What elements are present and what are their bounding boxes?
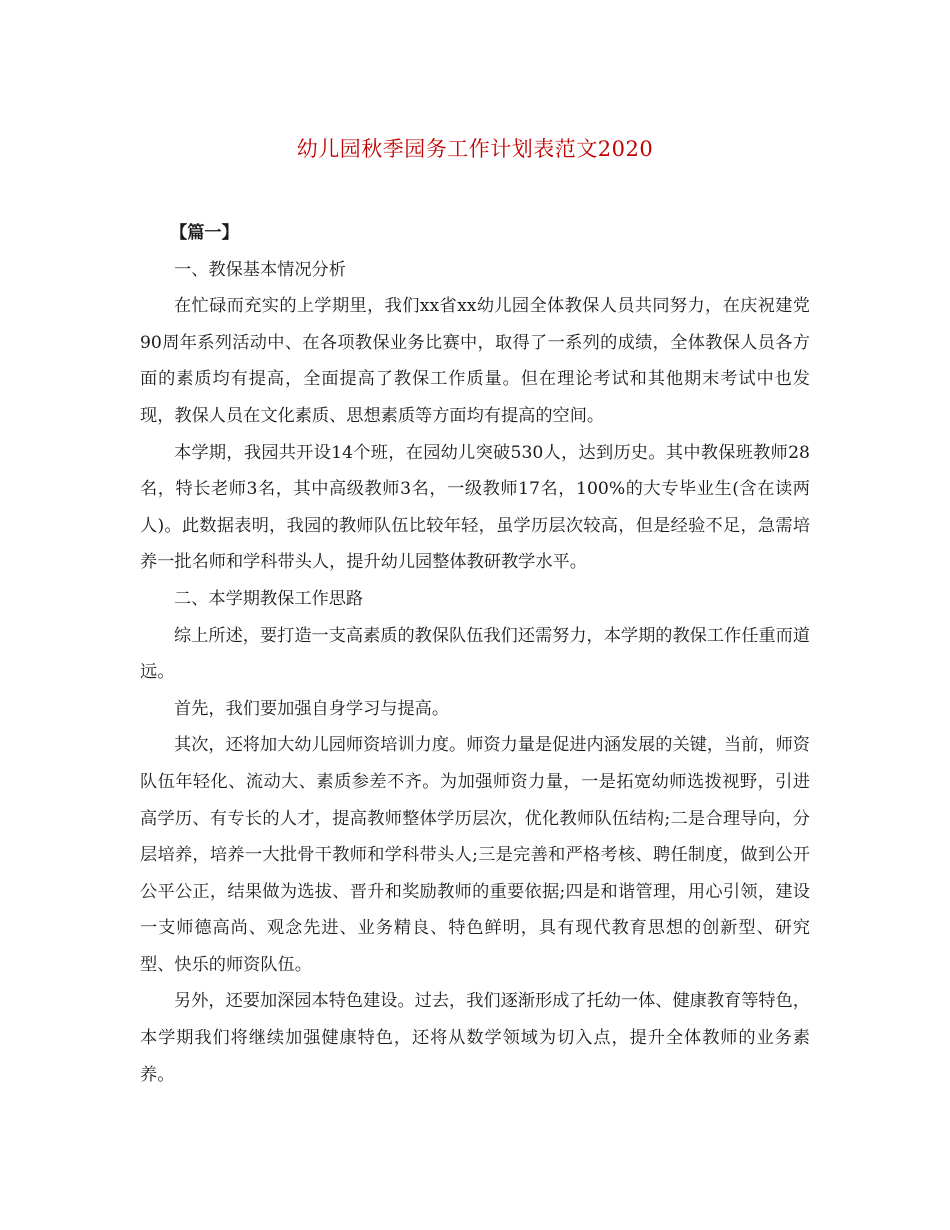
paragraph-2: 本学期，我园共开设14个班，在园幼儿突破530人，达到历史。其中教保班教师28名，特长老师3名，其中高级教师3名，一级教师17名，100%的大专毕业生(含在读两人)。此数据表明，我园的教师队伍比较年轻，虽学历层次较高，但是经验不足，急需培养一批名师和学科带头人，提升幼儿园整体教研教学水平。	[140, 442, 810, 573]
document-body	[140, 215, 810, 1093]
section-label: 【篇一】	[170, 223, 239, 243]
paragraph-4: 首先，我们要加强自身学习与提高。	[174, 698, 450, 719]
section-heading-2: 二、本学期教保工作思路	[174, 588, 364, 609]
paragraph-5: 其次，还将加大幼儿园师资培训力度。师资力量是促进内涵发展的关键，当前，师资队伍年轻化、流动大、素质参差不齐。为加强师资力量，一是拓宽幼师选拨视野，引进高学历、有专长的人才，提高教师整体学历层次，优化教师队伍结构;二是合理导向，分层培养，培养一大批骨干教师和学科带头人;三是完善和严格考核、聘任制度，做到公开公平公正，结果做为选拔、晋升和奖励教师的重要依据;四是和谐管理，用心引领，建设一支师德高尚、观念先进、业务精良、特色鲜明，具有现代教育思想的创新型、研究型、快乐的师资队伍。	[140, 735, 810, 975]
paragraph-6: 另外，还要加深园本特色建设。过去，我们逐渐形成了托幼一体、健康教育等特色，本学期我们将继续加强健康特色，还将从数学领域为切入点，提升全体教师的业务素养。	[140, 991, 810, 1085]
document-title: 幼儿园秋季园务工作计划表范文2020	[296, 137, 654, 161]
paragraph-3: 综上所述，要打造一支高素质的教保队伍我们还需努力，本学期的教保工作任重而道远。	[140, 625, 810, 683]
paragraph-1: 在忙碌而充实的上学期里，我们xx省xx幼儿园全体教保人员共同努力，在庆祝建党90周年系列活动中、在各项教保业务比赛中，取得了一系列的成绩，全体教保人员各方面的素质均有提高，全面提高了教保工作质量。但在理论考试和其他期末考试中也发现，教保人员在文化素质、思想素质等方面均有提高的空间。	[140, 296, 810, 426]
section-heading-1: 一、教保基本情况分析	[174, 259, 346, 280]
